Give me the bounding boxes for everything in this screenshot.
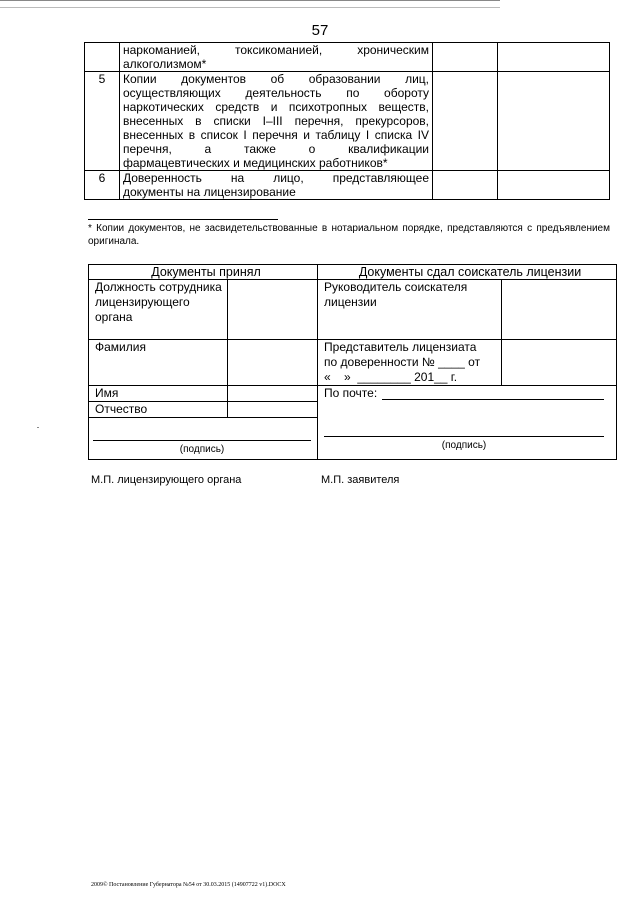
official-signature-cell: [89, 418, 318, 460]
first-name-label: Имя: [89, 386, 228, 402]
row-number: 6: [85, 171, 120, 200]
representative-label: [318, 340, 502, 386]
description-last-line: фармацевтических и медицинских работников*: [123, 156, 388, 170]
documents-table: [84, 42, 610, 200]
empty-cell: [433, 171, 498, 200]
table-row: [85, 171, 610, 200]
applicant-head-label: Руководитель соискателя лицензии: [318, 280, 502, 340]
empty-cell: [433, 72, 498, 171]
description-line: Копии документов об образовании лиц,: [123, 72, 429, 86]
description-last-line: документы на лицензирование: [123, 185, 296, 199]
table-row: [85, 72, 610, 171]
row-description: [120, 43, 433, 72]
patronymic-label: Отчество: [89, 402, 228, 418]
official-signature-line: [93, 440, 311, 441]
page-number: 57: [311, 22, 329, 39]
description-line: Доверенность на лицо, представляющее: [123, 171, 429, 185]
submitted-header: Документы сдал соискатель лицензии: [318, 265, 617, 280]
applicant-signature-line: [324, 436, 604, 437]
footnote: * Копии документов, не засвидетельствованные в нотариальном порядке, представляются с предъявлением оригинала.: [88, 223, 610, 247]
licensing-authority-seal-label: М.П. лицензирующего органа: [91, 474, 242, 486]
applicant-seal-label: М.П. заявителя: [321, 474, 400, 486]
patronymic-value-cell: [228, 402, 318, 418]
row-number: [85, 43, 120, 72]
description-line: наркоманией, токсикоманией, хроническим: [123, 43, 429, 57]
position-value-cell: [228, 280, 318, 340]
signature-table: [88, 264, 617, 460]
applicant-signature-caption: (подпись): [441, 440, 487, 451]
row-number: 5: [85, 72, 120, 171]
description-line: осуществляющих деятельность по обороту: [123, 86, 429, 100]
applicant-head-value-cell: [502, 280, 617, 340]
official-signature-caption: (подпись): [179, 444, 225, 455]
top-cropped-rule: [0, 0, 500, 8]
row-description: [120, 72, 433, 171]
surname-value-cell: [228, 340, 318, 386]
description-line: перечня, а также о квалификации: [123, 142, 429, 156]
representative-line-2: по доверенности № ____ от: [324, 355, 481, 369]
description-line: наркотических средств и психотропных веществ,: [123, 100, 429, 114]
by-mail-label: По почте:: [324, 386, 378, 400]
surname-label: Фамилия: [89, 340, 228, 386]
empty-cell: [433, 43, 498, 72]
scan-speck: [37, 427, 39, 428]
table-row: [85, 43, 610, 72]
document-footer: 2009© Постановление Губернатора №54 от 30.03.2015 (14907722 v1).DOCX: [91, 882, 286, 888]
first-name-value-cell: [228, 386, 318, 402]
representative-value-cell: [502, 340, 617, 386]
description-line: внесенных в список I перечня и таблицу I списка IV: [123, 128, 429, 142]
description-line: внесенных в списки I–III перечня, прекурсоров,: [123, 114, 429, 128]
description-last-line: алкоголизмом*: [123, 57, 207, 71]
row-description: [120, 171, 433, 200]
by-mail-cell: [318, 386, 617, 460]
position-label: Должность сотрудника лицензирующего органа: [89, 280, 228, 340]
empty-cell: [498, 72, 610, 171]
by-mail-line: [382, 399, 604, 400]
footnote-separator: [88, 219, 278, 220]
representative-line-3: « » ________ 201__ г.: [324, 370, 458, 384]
empty-cell: [498, 43, 610, 72]
accepted-header: Документы принял: [89, 265, 318, 280]
representative-line-1: Представитель лицензиата: [324, 340, 477, 354]
empty-cell: [498, 171, 610, 200]
